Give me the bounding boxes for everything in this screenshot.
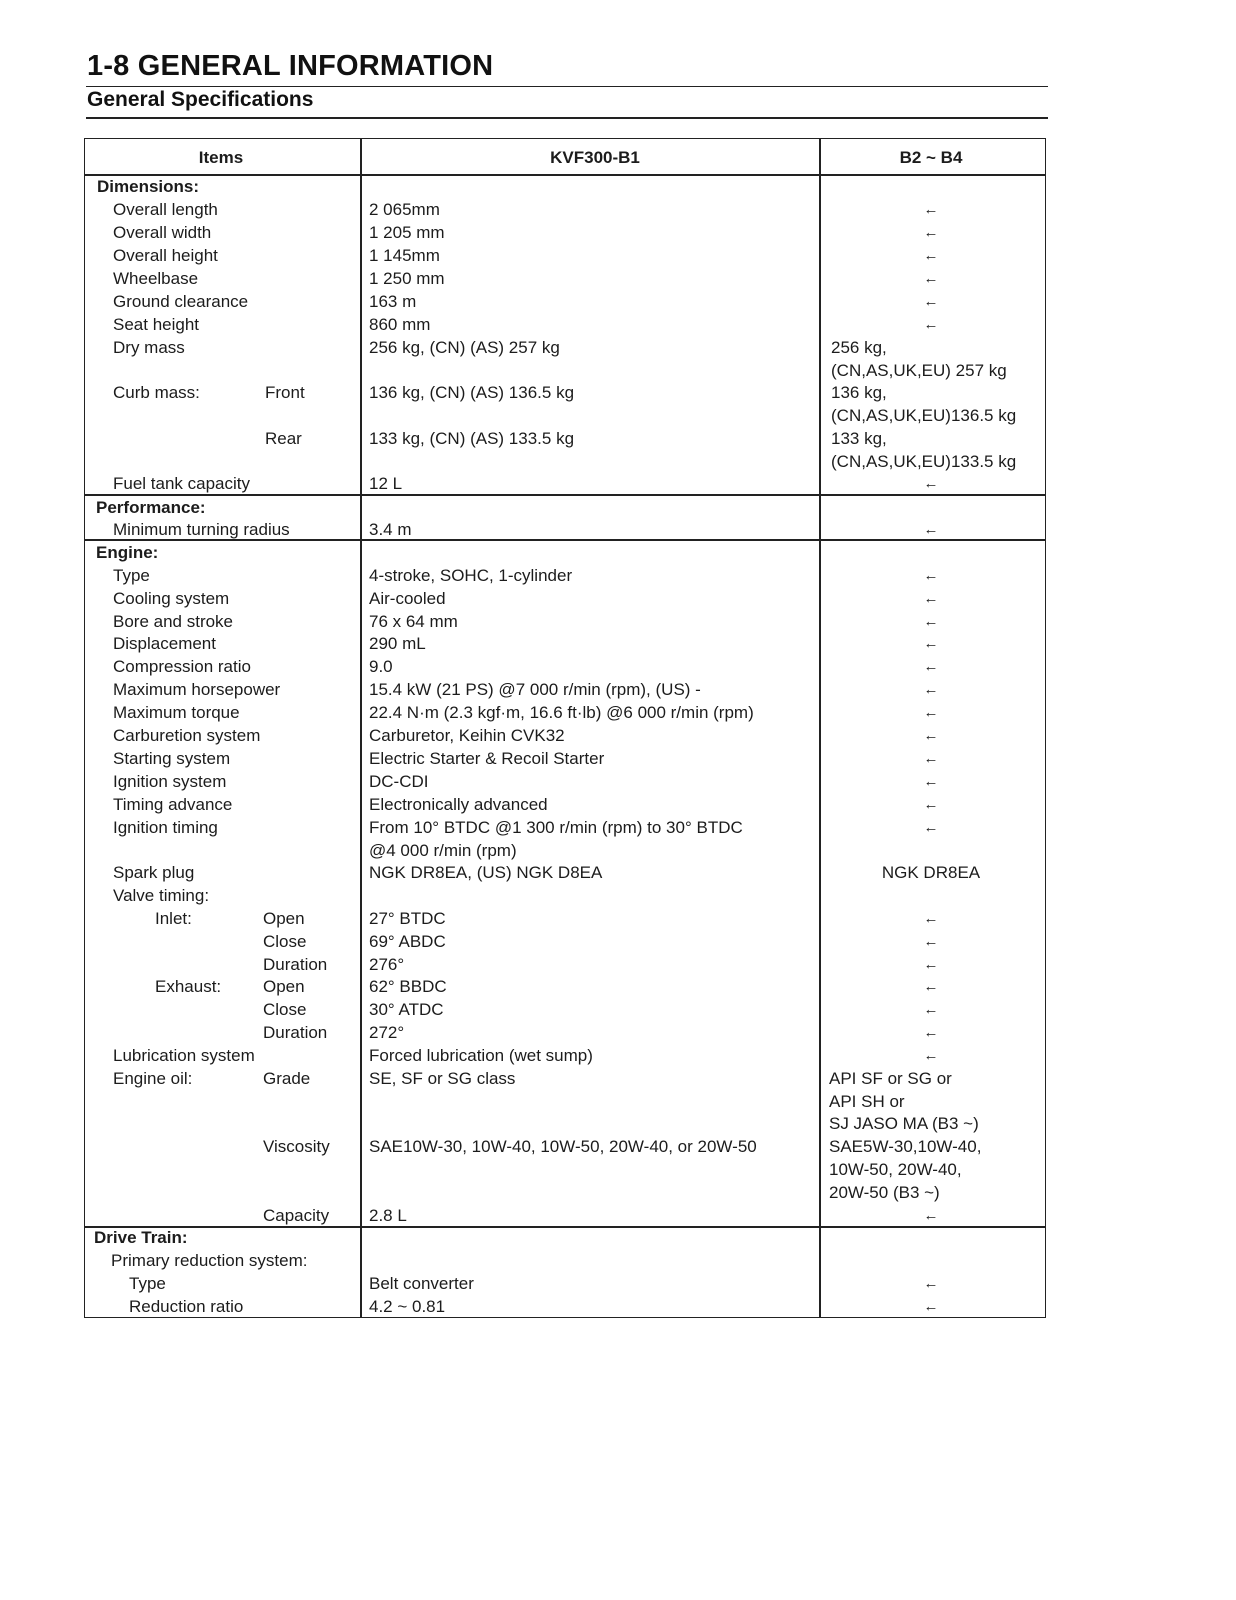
- same-as-b1-arrow: ←: [923, 1047, 939, 1064]
- item-sublabel: Inlet:: [155, 909, 192, 928]
- item-label: Type: [113, 566, 150, 585]
- value-b1: 272°: [369, 1023, 405, 1042]
- item-sublabel: Close: [263, 932, 307, 951]
- item-label: Primary reduction system:: [111, 1251, 308, 1270]
- group-label-drive-train: Drive Train:: [94, 1228, 188, 1247]
- value-b2-b4: 10W-50, 20W-40,: [829, 1160, 962, 1179]
- value-b1: Belt converter: [369, 1274, 474, 1293]
- item-label: Displacement: [113, 634, 216, 653]
- value-b1: Air-cooled: [369, 589, 446, 608]
- value-b2-b4: API SF or SG or: [829, 1069, 952, 1088]
- item-label: Lubrication system: [113, 1046, 255, 1065]
- item-sublabel: Viscosity: [263, 1137, 330, 1156]
- value-b1: 15.4 kW (21 PS) @7 000 r/min (rpm), (US) -: [369, 680, 701, 699]
- same-as-b1-arrow: ←: [923, 613, 939, 630]
- item-sublabel: Front: [265, 383, 305, 402]
- item-sublabel: Close: [263, 1000, 307, 1019]
- item-label: Ground clearance: [113, 292, 249, 311]
- item-label: Ignition system: [113, 772, 227, 791]
- value-b1: 2 065mm: [369, 200, 440, 219]
- value-b2-b4: (CN,AS,UK,EU) 257 kg: [831, 361, 1007, 380]
- same-as-b1-arrow: ←: [923, 796, 939, 813]
- same-as-b1-arrow: ←: [923, 247, 939, 264]
- same-as-b1-arrow: ←: [923, 270, 939, 287]
- value-b1: DC-CDI: [369, 772, 429, 791]
- same-as-b1-arrow: ←: [923, 567, 939, 584]
- value-b1: 2.8 L: [369, 1206, 407, 1225]
- item-label: Overall width: [113, 223, 212, 242]
- same-as-b1-arrow: ←: [923, 910, 939, 927]
- value-b1: 4-stroke, SOHC, 1-cylinder: [369, 566, 573, 585]
- value-b2-b4: NGK DR8EA: [881, 863, 981, 882]
- item-label: Timing advance: [113, 795, 233, 814]
- value-b1: 290 mL: [369, 634, 426, 653]
- same-as-b1-arrow: ←: [923, 727, 939, 744]
- item-sublabel: Exhaust:: [155, 977, 222, 996]
- value-b1: 1 145mm: [369, 246, 440, 265]
- value-b1: 276°: [369, 955, 405, 974]
- header-divider: [85, 174, 1045, 176]
- value-b1: 12 L: [369, 474, 403, 493]
- item-label: Curb mass:: [113, 383, 200, 402]
- value-b2-b4: 133 kg,: [831, 429, 887, 448]
- value-b2-b4: SJ JASO MA (B3 ~): [829, 1114, 979, 1133]
- item-label: Valve timing:: [113, 886, 210, 905]
- section-rule: [86, 117, 1048, 119]
- value-b1: 9.0: [369, 657, 393, 676]
- value-b1: 3.4 m: [369, 520, 412, 539]
- item-label: Compression ratio: [113, 657, 251, 676]
- value-b1: NGK DR8EA, (US) NGK D8EA: [369, 863, 603, 882]
- value-b2-b4: SAE5W-30,10W-40,: [829, 1137, 982, 1156]
- item-sublabel: Reduction ratio: [129, 1297, 244, 1316]
- value-b1: SE, SF or SG class: [369, 1069, 516, 1088]
- value-b1: SAE10W-30, 10W-40, 10W-50, 20W-40, or 20W-50: [369, 1137, 757, 1156]
- value-b1: 133 kg, (CN) (AS) 133.5 kg: [369, 429, 575, 448]
- same-as-b1-arrow: ←: [923, 658, 939, 675]
- value-b2-b4: 20W-50 (B3 ~): [829, 1183, 940, 1202]
- same-as-b1-arrow: ←: [923, 635, 939, 652]
- item-label: Engine oil:: [113, 1069, 193, 1088]
- column-divider: [360, 139, 362, 1317]
- same-as-b1-arrow: ←: [923, 316, 939, 333]
- value-b1: 1 250 mm: [369, 269, 445, 288]
- value-b1: 4.2 ~ 0.81: [369, 1297, 446, 1316]
- value-b1: 860 mm: [369, 315, 431, 334]
- item-label: Wheelbase: [113, 269, 199, 288]
- value-b1: Carburetor, Keihin CVK32: [369, 726, 565, 745]
- value-b2-b4: (CN,AS,UK,EU)136.5 kg: [831, 406, 1017, 425]
- same-as-b1-arrow: ←: [923, 819, 939, 836]
- value-b2-b4: 256 kg,: [831, 338, 887, 357]
- value-b1: From 10° BTDC @1 300 r/min (rpm) to 30° BTDC: [369, 818, 743, 837]
- same-as-b1-arrow: ←: [923, 1024, 939, 1041]
- value-b1: 62° BBDC: [369, 977, 447, 996]
- value-b1: 27° BTDC: [369, 909, 446, 928]
- page-title: 1-8 GENERAL INFORMATION: [87, 50, 494, 82]
- value-b1: 136 kg, (CN) (AS) 136.5 kg: [369, 383, 575, 402]
- item-label: Overall length: [113, 200, 218, 219]
- value-b2-b4: (CN,AS,UK,EU)133.5 kg: [831, 452, 1017, 471]
- group-label-dimensions: Dimensions:: [97, 177, 200, 196]
- item-sublabel: Duration: [263, 955, 328, 974]
- same-as-b1-arrow: ←: [923, 293, 939, 310]
- same-as-b1-arrow: ←: [923, 201, 939, 218]
- value-b1: Electronically advanced: [369, 795, 548, 814]
- value-b1: 256 kg, (CN) (AS) 257 kg: [369, 338, 560, 357]
- item-label: Cooling system: [113, 589, 230, 608]
- same-as-b1-arrow: ←: [923, 978, 939, 995]
- same-as-b1-arrow: ←: [923, 224, 939, 241]
- spec-table: [84, 138, 1046, 1318]
- same-as-b1-arrow: ←: [923, 590, 939, 607]
- item-label: Seat height: [113, 315, 200, 334]
- group-label-engine: Engine:: [96, 543, 159, 562]
- group-label-performance: Performance:: [96, 498, 206, 517]
- column-header-items: Items: [198, 148, 244, 167]
- group-divider: [85, 1226, 1045, 1228]
- item-label: Minimum turning radius: [113, 520, 290, 539]
- same-as-b1-arrow: ←: [923, 933, 939, 950]
- value-b1: 22.4 N·m (2.3 kgf·m, 16.6 ft·lb) @6 000 r/min (rpm): [369, 703, 754, 722]
- same-as-b1-arrow: ←: [923, 1207, 939, 1224]
- value-b2-b4: API SH or: [829, 1092, 905, 1111]
- item-label: Dry mass: [113, 338, 185, 357]
- item-sublabel: Open: [263, 909, 305, 928]
- title-rule: [86, 86, 1048, 87]
- same-as-b1-arrow: ←: [923, 750, 939, 767]
- item-sublabel: Open: [263, 977, 305, 996]
- column-header-b2-b4: B2 ~ B4: [899, 148, 963, 167]
- section-title: General Specifications: [87, 88, 314, 111]
- item-label: Fuel tank capacity: [113, 474, 251, 493]
- same-as-b1-arrow: ←: [923, 1275, 939, 1292]
- same-as-b1-arrow: ←: [923, 1298, 939, 1315]
- value-b1: 76 x 64 mm: [369, 612, 458, 631]
- same-as-b1-arrow: ←: [923, 773, 939, 790]
- item-label: Maximum torque: [113, 703, 240, 722]
- item-sublabel: Type: [129, 1274, 166, 1293]
- value-b1: 30° ATDC: [369, 1000, 444, 1019]
- item-label: Ignition timing: [113, 818, 218, 837]
- same-as-b1-arrow: ←: [923, 681, 939, 698]
- value-b1: Forced lubrication (wet sump): [369, 1046, 593, 1065]
- item-sublabel: Grade: [263, 1069, 311, 1088]
- value-b1: 69° ABDC: [369, 932, 446, 951]
- same-as-b1-arrow: ←: [923, 1001, 939, 1018]
- item-label: Bore and stroke: [113, 612, 234, 631]
- value-b1: Electric Starter & Recoil Starter: [369, 749, 605, 768]
- same-as-b1-arrow: ←: [923, 956, 939, 973]
- column-header-b1: KVF300-B1: [550, 148, 640, 167]
- item-label: Starting system: [113, 749, 231, 768]
- value-b1: @4 000 r/min (rpm): [369, 841, 517, 860]
- same-as-b1-arrow: ←: [923, 521, 939, 538]
- item-label: Maximum horsepower: [113, 680, 281, 699]
- value-b1: 163 m: [369, 292, 417, 311]
- same-as-b1-arrow: ←: [923, 475, 939, 492]
- item-sublabel: Rear: [265, 429, 302, 448]
- item-label: Carburetion system: [113, 726, 261, 745]
- item-sublabel: Duration: [263, 1023, 328, 1042]
- item-label: Spark plug: [113, 863, 195, 882]
- item-label: Overall height: [113, 246, 218, 265]
- column-divider: [819, 139, 821, 1317]
- item-sublabel: Capacity: [263, 1206, 330, 1225]
- value-b2-b4: 136 kg,: [831, 383, 887, 402]
- value-b1: 1 205 mm: [369, 223, 445, 242]
- same-as-b1-arrow: ←: [923, 704, 939, 721]
